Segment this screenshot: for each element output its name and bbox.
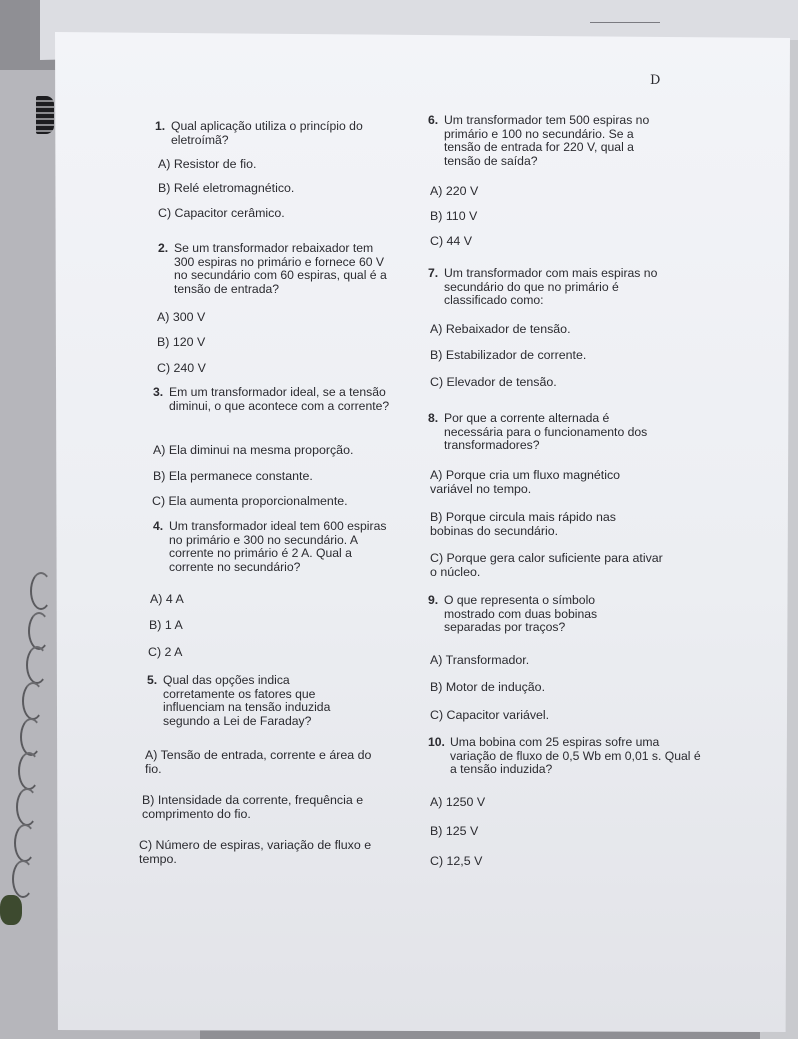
option-text: C) Capacitor cerâmico. — [158, 206, 285, 220]
question-number: 1. — [155, 119, 166, 133]
option-text: C) Porque gera calor suficiente para ativar o núcleo. — [430, 551, 663, 579]
option-text: B) 125 V — [430, 824, 479, 838]
question-8 — [428, 412, 660, 453]
binder-clip — [36, 96, 54, 134]
question-text: Qual das opções indica corretamente os fatores que influenciam na tensão induzida segundo a Lei de Faraday? — [163, 673, 331, 728]
question-text: Uma bobina com 25 espiras sofre uma variação de fluxo de 0,5 Wb em 0,01 s. Qual é a tensão induzida? — [450, 735, 701, 776]
option-text: B) Intensidade da corrente, frequência e comprimento do fio. — [142, 793, 364, 821]
question-text: Um transformador tem 500 espiras no primário e 100 no secundário. Se a tensão de entrada for 220 V, qual a tensão de saída? — [444, 113, 650, 168]
question-number: 5. — [147, 673, 158, 687]
option-text: C) 2 A — [148, 645, 183, 659]
option-text: B) 120 V — [157, 335, 206, 349]
option-text: C) 12,5 V — [430, 854, 483, 868]
option-text: A) Transformador. — [430, 653, 530, 667]
question-number: 8. — [428, 411, 439, 425]
question-5 — [147, 674, 362, 728]
binder-ring — [22, 682, 44, 720]
question-1 — [155, 120, 385, 147]
option-text: A) 300 V — [157, 310, 206, 324]
option-text: C) Número de espiras, variação de fluxo e tempo. — [139, 838, 372, 866]
question-number: 9. — [428, 593, 439, 607]
question-4 — [153, 520, 393, 574]
question-7 — [428, 267, 668, 308]
background-paper-line — [590, 22, 660, 23]
option-text: B) Ela permanece constante. — [153, 469, 313, 483]
question-number: 2. — [158, 241, 169, 255]
option-text: A) Ela diminui na mesma proporção. — [153, 443, 354, 457]
binder-ring — [26, 646, 48, 684]
option-text: A) 1250 V — [430, 795, 486, 809]
option-text: A) Tensão de entrada, corrente e área do fio. — [145, 748, 372, 776]
question-number: 4. — [153, 519, 164, 533]
option-text: A) Resistor de fio. — [158, 157, 257, 171]
binder-ring — [20, 718, 42, 756]
binder-ring — [30, 572, 52, 610]
stain — [0, 895, 22, 925]
option-text: A) 4 A — [150, 592, 184, 606]
question-text: Se um transformador rebaixador tem 300 espiras no primário e fornece 60 V no secundário com 60 espiras, qual é a tensão de entrada? — [174, 241, 387, 296]
option-text: B) 110 V — [430, 209, 478, 223]
question-2 — [158, 242, 390, 296]
option-text: C) 240 V — [157, 361, 206, 375]
question-number: 6. — [428, 113, 439, 127]
page-letter: D — [650, 73, 661, 88]
question-10 — [428, 736, 703, 777]
question-text: O que representa o símbolo mostrado com duas bobinas separadas por traços? — [444, 593, 598, 634]
question-number: 3. — [153, 385, 164, 399]
option-text: C) Capacitor variável. — [430, 708, 550, 722]
option-text: B) Estabilizador de corrente. — [430, 348, 587, 362]
binder-ring — [14, 824, 36, 862]
question-6 — [428, 114, 660, 168]
option-text: C) 44 V — [430, 234, 473, 248]
binder-ring — [28, 612, 50, 650]
binder-ring — [16, 788, 38, 826]
option-text: C) Ela aumenta proporcionalmente. — [152, 494, 348, 508]
question-text: Por que a corrente alternada é necessária para o funcionamento dos transformadores? — [444, 411, 648, 452]
question-text: Qual aplicação utiliza o princípio do eletroímã? — [171, 119, 363, 147]
option-text: B) Motor de indução. — [430, 680, 546, 694]
option-text: B) Relé eletromagnético. — [158, 181, 295, 195]
question-number: 7. — [428, 266, 439, 280]
question-text: Um transformador ideal tem 600 espiras no primário e 300 no secundário. A corrente no primário é 2 A. Qual a corrente no secundário? — [169, 519, 387, 574]
binder-ring — [18, 752, 40, 790]
option-text: B) Porque circula mais rápido nas bobinas do secundário. — [430, 510, 616, 538]
question-text: Em um transformador ideal, se a tensão diminui, o que acontece com a corrente? — [169, 385, 390, 413]
question-9 — [428, 594, 638, 635]
binder-ring — [12, 860, 34, 898]
question-3 — [153, 386, 393, 413]
option-text: A) Rebaixador de tensão. — [430, 322, 571, 336]
question-number: 10. — [428, 735, 445, 749]
option-text: A) 220 V — [430, 184, 479, 198]
question-text: Um transformador com mais espiras no secundário do que no primário é classificado como: — [444, 266, 658, 307]
option-text: B) 1 A — [149, 618, 183, 632]
option-text: A) Porque cria um fluxo magnético variável no tempo. — [430, 468, 621, 496]
option-text: C) Elevador de tensão. — [430, 375, 557, 389]
